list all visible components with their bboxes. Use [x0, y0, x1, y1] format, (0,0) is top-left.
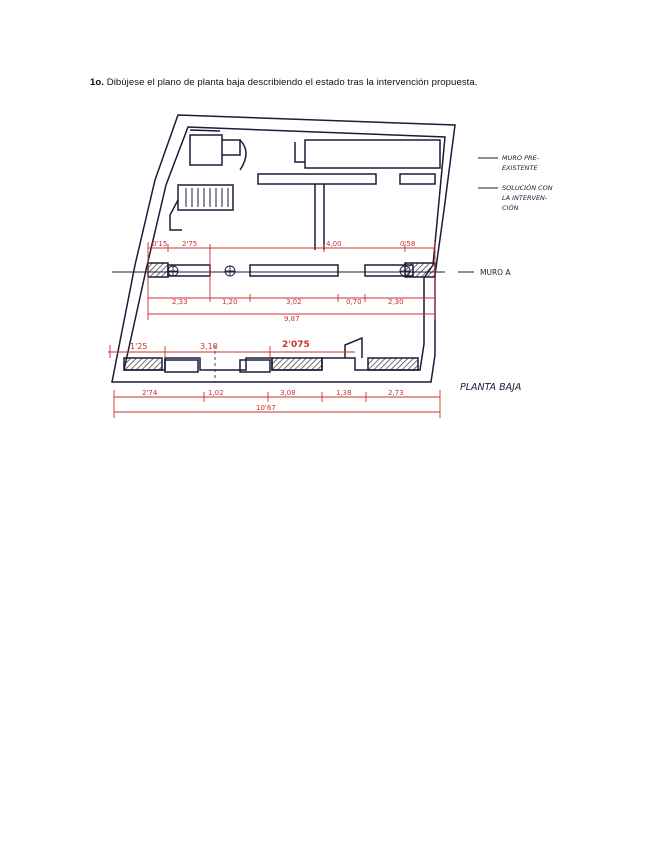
dim-lower-2: 3,10: [200, 342, 218, 351]
dim-upper-3: 4,00: [326, 240, 342, 248]
legend-solution-line-1: SOLUCIÓN CON: [502, 184, 553, 192]
dim-bottom-1: 2'74: [142, 389, 158, 397]
dim-upper-1: 0'15: [152, 240, 168, 248]
dim-upper-4: 0'58: [400, 240, 416, 248]
exercise-instruction: Dibújese el plano de planta baja describiendo el estado tras la intervención propuesta.: [106, 77, 478, 88]
partition-right: [400, 174, 435, 184]
dim-middle-4: 0,70: [346, 298, 362, 306]
dim-bottom-total: 10'67: [256, 404, 276, 412]
dim-middle-total: 9,87: [284, 315, 300, 323]
door-arc: [240, 140, 246, 170]
entry-door: [345, 338, 362, 358]
small-room-top-left: [190, 135, 222, 165]
dim-bottom-3: 3,08: [280, 389, 296, 397]
window-left: [165, 360, 198, 372]
dim-middle-1: 2,33: [172, 298, 188, 306]
legend-existing-line-2: EXISTENTE: [502, 164, 538, 172]
dim-bottom-4: 1,38: [336, 389, 352, 397]
dim-bottom-2: 1,02: [208, 389, 224, 397]
muro-a-label: MURO A: [480, 268, 511, 277]
legend-solution-line-3: CIÓN: [502, 204, 519, 212]
legend-existing-line-1: MURO PRE-: [502, 154, 539, 162]
dim-middle-5: 2,30: [388, 298, 404, 306]
dim-lower-1: 1'25: [130, 342, 148, 351]
partition-center: [258, 174, 376, 184]
inner-wall: [124, 127, 445, 370]
beam-center: [250, 265, 338, 276]
dim-middle-2: 1,20: [222, 298, 238, 306]
dim-middle-3: 3,02: [286, 298, 302, 306]
floor-plan-sketch: [100, 100, 565, 430]
beam-left: [168, 265, 210, 276]
exercise-number: 1o.: [90, 77, 105, 88]
exercise-heading: [90, 77, 478, 88]
top-room-right: [305, 140, 440, 168]
dim-upper-2: 2'75: [182, 240, 198, 248]
dim-bottom-5: 2,73: [388, 389, 404, 397]
dim-lower-3: 2'075: [282, 340, 310, 350]
planta-baja-label: PLANTA BAJA: [460, 382, 522, 393]
legend: [478, 154, 553, 212]
legend-solution-line-2: LA INTERVEN-: [502, 194, 548, 202]
